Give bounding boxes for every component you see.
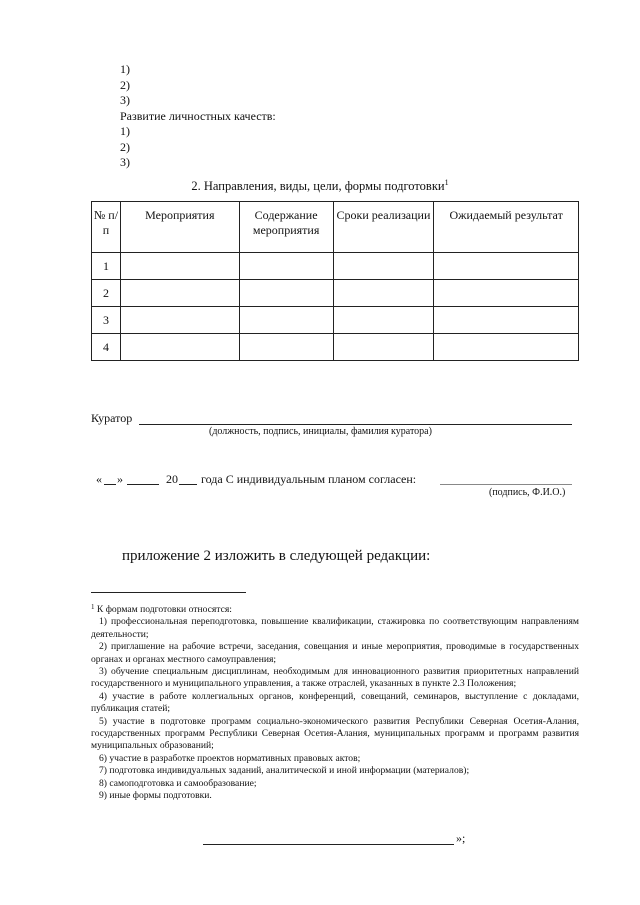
row-number: 3 [92,307,121,334]
table-row [92,253,579,280]
table-row [92,280,579,307]
list-item: 3) [120,93,130,107]
agreement-signature-line[interactable] [440,484,572,485]
amendment-instruction: приложение 2 изложить в следующей редакции: [122,548,431,564]
footnote-item: 4) участие в работе коллегиальных органов, конференций, совещаний, семинаров, выступление с докладами, публикация статей; [91,690,579,715]
table-row [92,334,579,361]
footnote-item: 1) профессиональная переподготовка, повышение квалификации, стажировка по соответствующим направлениям деятельности; [91,616,579,640]
list-item: 2) [120,77,130,92]
table-cell[interactable] [333,253,434,280]
agreement-caption: (подпись, Ф.И.О.) [489,487,566,498]
table-cell[interactable] [434,334,579,361]
agreement-text: года С индивидуальным планом согласен: [201,472,417,486]
table-cell[interactable] [333,334,434,361]
table-cell[interactable] [239,253,333,280]
date-open-quote: « [96,472,102,486]
closing-quote: »; [456,831,466,845]
table-cell[interactable] [120,253,239,280]
row-number: 1 [92,253,121,280]
curator-label: Куратор [91,411,133,425]
list-item: 1) [120,62,130,76]
curator-caption: (должность, подпись, инициалы, фамилия куратора) [209,426,432,437]
footnote-mark: 1 [91,603,95,611]
table-cell[interactable] [434,307,579,334]
day-field[interactable] [104,484,116,485]
footnote-item: 2) приглашение на рабочие встречи, заседания, совещания и иные мероприятия, проводимые в государственных органах и органах местного самоуправления; [91,641,579,665]
year-prefix: 20 [166,472,178,486]
footnote-intro-text: К формам подготовки относятся: [96,604,232,615]
table-cell[interactable] [333,280,434,307]
list-heading: Развитие личностных качеств: [120,108,276,123]
list-item: 3) [120,155,130,169]
table-header-row [92,202,579,253]
column-header-content: Содержание мероприятия [239,202,333,253]
column-header-event: Мероприятия [120,202,239,253]
footnote-item: 7) подготовка индивидуальных заданий, аналитической и иной информации (материалов); [99,765,470,777]
footnote-separator [91,592,246,593]
footnote-item: 3) обучение специальным дисциплинам, необходимым для инновационного развития приоритетных направлений государственного и муниципального управления, а также отраслей, указанных в пункте 2.3 Положения; [91,666,579,690]
table-cell[interactable] [239,334,333,361]
training-plan-table [91,201,579,361]
footnote-item: 8) самоподготовка и самообразование; [99,777,257,789]
list-item: 2) [120,139,130,154]
footnote-item: 9) иные формы подготовки. [99,790,212,802]
table-cell[interactable] [120,307,239,334]
footnote-intro [91,601,579,616]
list-item: 1) [120,124,130,138]
footnotes [91,601,579,803]
month-field[interactable] [127,484,159,485]
section-title-text: 2. Направления, виды, цели, формы подготовки [191,179,445,193]
curator-signature-line[interactable] [139,424,572,425]
table-cell[interactable] [120,334,239,361]
table-cell[interactable] [434,280,579,307]
column-header-number: № п/п [92,202,121,253]
date-close-quote: » [117,472,123,486]
row-number: 4 [92,334,121,361]
footnote-item: 5) участие в подготовке программ социально-экономического развития Республики Северная Осетия-Алания, государственных программ Республики Северная Осетия-Алания, муниципальных программ и программ развития муниципальных образований; [91,715,579,752]
table-cell[interactable] [434,253,579,280]
row-number: 2 [92,280,121,307]
year-field[interactable] [179,484,197,485]
footnote-item: 6) участие в разработке проектов нормативных правовых актов; [99,752,361,764]
qualities-list [120,62,276,171]
table-cell[interactable] [239,307,333,334]
table-row [92,307,579,334]
column-header-result: Ожидаемый результат [434,202,579,253]
table-cell[interactable] [239,280,333,307]
table-cell[interactable] [120,280,239,307]
closing-line [203,844,454,845]
column-header-dates: Сроки реализации [333,202,434,253]
table-cell[interactable] [333,307,434,334]
footnote-ref[interactable]: 1 [444,178,449,187]
section-title [0,178,640,194]
